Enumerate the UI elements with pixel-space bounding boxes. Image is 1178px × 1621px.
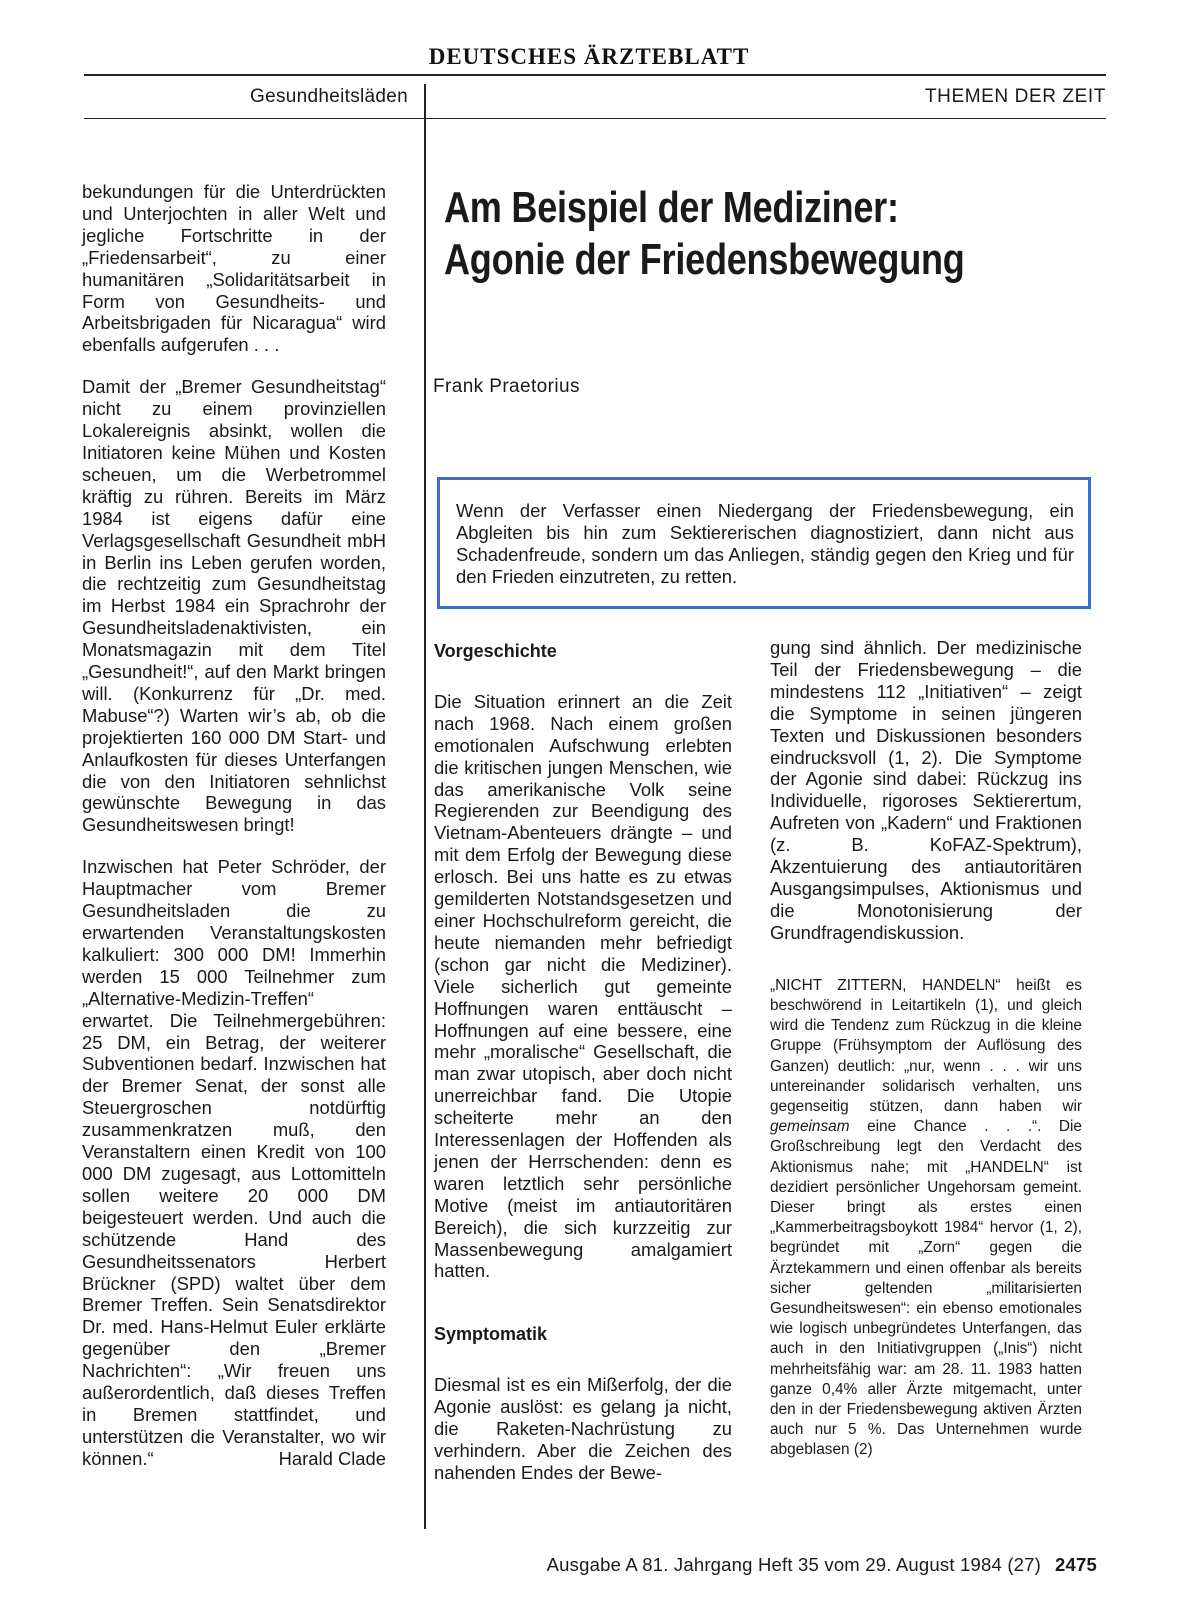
article-author: Frank Praetorius xyxy=(433,376,580,397)
right-paragraph-1: gung sind ähnlich. Der medizinische Teil der Friedensbewegung – die mindestens 112 „Initiativen“ – zeigt die Symptome in seinen jüngeren Texten und Diskussionen besonders eindrucksvoll (1, 2). Die Symptome der Agonie sind dabei: Rückzug ins Individuelle, rigoroses Sektierertum, Aufreten von „Kadern“ und Fraktionen (z. B. KoFAZ-Spektrum), Akzentuierung des antiautoritären Ausgangsimpulses, Aktionismus und die Monotonisierung der Grundfragendiskussion. xyxy=(770,637,1082,943)
right-small-print xyxy=(770,976,1082,1461)
left-column xyxy=(82,181,386,1470)
small-text-a: „NICHT ZITTERN, HANDELN“ heißt es beschwörend in Leitartikeln (1), und gleich wird die Tendenz zum Rückzug in die kleine Gruppe (Frühsymptom der Auflösung des Ganzen) deutlich: „nur, wenn . . . wir uns untereinander solidarisch verhalten, uns gegenseitig stützen, dann haben wir xyxy=(770,976,1082,1115)
masthead-title: DEUTSCHES ÄRZTEBLATT xyxy=(428,44,750,69)
section-label-right: THEMEN DER ZEIT xyxy=(924,86,1106,107)
middle-column xyxy=(434,641,732,1504)
left-paragraph-2: Damit der „Bremer Gesundheitstag“ nicht zu einem provinziellen Lokalereignis absinkt, wollen die Initiatoren keine Mühen und Kosten scheuen, um die Werbetrommel kräftig zu rühren. Bereits im März 1984 ist eigens dafür eine Verlagsgesellschaft Gesundheit mbH in Berlin ins Leben gerufen worden, die rechtzeitig zum Gesundheitstag im Herbst 1984 ein Sprachrohr der Gesundheitsladenaktivisten, ein Monatsmagazin mit dem Titel „Gesundheit!“, auf den Markt bringen will. (Konkurrenz für „Dr. med. Mabuse“?) Warten wir’s ab, ob die projektierten 160 000 DM Start- und Anlaufkosten für dieses Unterfangen die von den Initiatoren sehnlichst gewünschte Bewegung in das Gesundheitswesen bringt! xyxy=(82,376,386,836)
small-text-emphasis: gemeinsam xyxy=(770,1118,850,1136)
page-footer xyxy=(0,1554,1097,1576)
headline-line-1: Am Beispiel der Mediziner: xyxy=(444,183,899,232)
right-small-paragraph xyxy=(770,976,1082,1461)
subheading-symptomatik: Symptomatik xyxy=(434,1324,548,1345)
small-text-b: eine Chance . . .“. Die Großschreibung legt den Verdacht des Aktionismus nahe; mit „HANDELN“ ist dezidiert persönlicher Ungehorsam gemeint. Dieser bringt als erstes einen „Kammerbeitragsboykott 1984“ hervor (1, 2), begründet mit „Zorn“ gegen die Ärztekammern und einen offenbar als bereits sicher geltenden „militarisierten Gesundheitswesen“: ein ebenso emotionales wie logisch unbegründetes Unterfangen, das auch in den Initiativgruppen („Inis“) nicht mehrheitsfähig war: am 28. 11. 1983 hatten ganze 0,4% aller Ärzte mitgemacht, unter den in der Friedensbewegung aktiven Ärzten auch nur 5 %. Das Unternehmen wurde abgeblasen (2) xyxy=(770,1118,1082,1459)
middle-paragraph-2: Diesmal ist es ein Mißerfolg, der die Agonie auslöst: es gelang ja nicht, die Raketen-Nachrüstung zu verhindern. Aber die Zeichen des nahenden Endes der Bewe- xyxy=(434,1374,732,1483)
header-rule-bottom xyxy=(84,118,1106,119)
article-headline xyxy=(444,182,1002,286)
section-label-left: Gesundheitsläden xyxy=(250,86,408,107)
header-rule-top xyxy=(84,74,1106,76)
author-signature: Harald Clade xyxy=(278,1447,386,1469)
teaser-text: Wenn der Verfasser einen Niedergang der Friedensbewegung, ein Abgleiten bis hin zum Sektiererischen diagnostiziert, dann nicht aus Schadenfreude, sondern um das Anliegen, ständig gegen den Krieg und für den Frieden einzutreten, zu retten. xyxy=(456,500,1074,587)
left-paragraph-3: Inzwischen hat Peter Schröder, der Hauptmacher vom Bremer Gesundheitsladen die zu erwartenden Veranstaltungskosten kalkuliert: 300 000 DM! Immerhin werden 15 000 Teilnehmer zum „Alternative-Medizin-Treffen“ erwartet. Die Teilnehmergebühren: 25 DM, ein Betrag, der weiterer Subventionen bedarf. Inzwischen hat der Bremer Senat, der sonst alle Steuergroschen notdürftig zusammenkratzen muß, den Veranstaltern einen Kredit von 100 000 DM zugesagt, aus Lottomitteln sollen weitere 20 000 DM beigesteuert werden. Und auch die schützende Hand des Gesundheitssenators Herbert Brückner (SPD) waltet über dem Bremer Treffen. Sein Senatsdirektor Dr. med. Hans-Helmut Euler erklärte gegenüber den „Bremer Nachrichten“: „Wir freuen uns außerordentlich, daß dieses Treffen in Bremen stattfindet, und unterstützen die Veranstalter, wo wir können.“ xyxy=(82,856,386,1469)
headline-line-2: Agonie der Friedensbewegung xyxy=(444,235,965,284)
footer-page-number: 2475 xyxy=(1055,1554,1097,1575)
middle-paragraph-1: Die Situation erinnert an die Zeit nach 1968. Nach einem großen emotionalen Aufschwung erlebten die kritischen jungen Menschen, wie das amerikanische Volk seine Regierenden zur Beendigung des Vietnam-Abenteuers drängte – und mit dem Erfolg der Bewegung diese erlosch. Bei uns hatte es zu etwas gemilderten Notstandsgesetzen und einer Hochschulreform gereicht, die heute niemanden mehr befriedigt (schon gar nicht die Mediziner). Viele sicherlich gut gemeinte Hoffnungen waren enttäuscht – Hoffnungen auf eine bessere, eine mehr „moralische“ Gesellschaft, die man zwar utopisch, aber doch nicht unerreichbar fand. Die Utopie scheiterte mehr an den Interessenlagen der Hoffenden als jenen der Herrschenden: denn es waren letztlich sehr persönliche Motive (meist im antiautoritären Bereich), die sich kurzzeitig zur Massenbewegung amalgamiert hatten. xyxy=(434,690,732,1282)
right-column xyxy=(770,637,1082,1461)
left-paragraph-1: bekundungen für die Unterdrückten und Unterjochten in aller Welt und jegliche Fortschritte in der „Friedensarbeit“, zu einer humanitären „Solidaritätsarbeit in Form von Gesundheits- und Arbeitsbrigaden für Nicaragua“ wird ebenfalls aufgerufen . . . xyxy=(82,181,386,356)
column-divider-vertical xyxy=(424,84,426,1529)
subheading-vorgeschichte: Vorgeschichte xyxy=(434,641,557,661)
footer-issue: Ausgabe A 81. Jahrgang Heft 35 vom 29. August 1984 (27) xyxy=(546,1554,1042,1575)
